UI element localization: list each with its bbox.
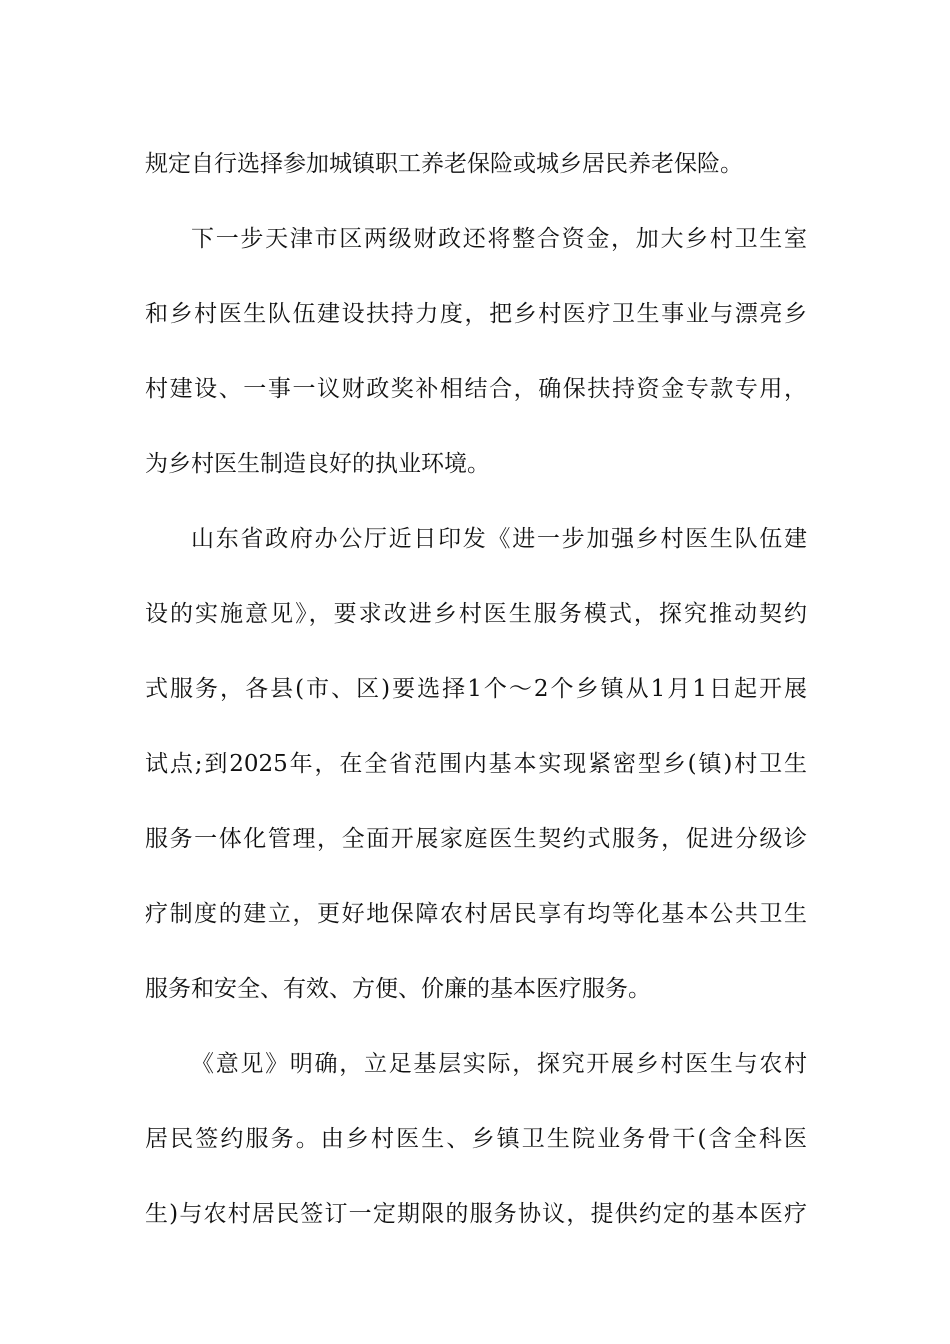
text-line: 疗制度的建立，更好地保障农村居民享有均等化基本公共卫生: [145, 901, 807, 927]
text-line: 规定自行选择参加城镇职工养老保险或城乡居民养老保险。: [145, 151, 743, 177]
text-line: 式服务，各县(市、区)要选择1个～2个乡镇从1月1日起开展: [145, 676, 807, 702]
text-line: 和乡村医生队伍建设扶持力度，把乡村医疗卫生事业与漂亮乡: [145, 301, 807, 327]
text-line: 为乡村医生制造良好的执业环境。: [145, 451, 490, 477]
text-line: 居民签约服务。由乡村医生、乡镇卫生院业务骨干(含全科医: [145, 1126, 807, 1152]
text-line: 服务一体化管理，全面开展家庭医生契约式服务，促进分级诊: [145, 826, 807, 852]
text-line: 设的实施意见》，要求改进乡村医生服务模式，探究推动契约: [145, 601, 807, 627]
text-line: 《意见》明确，立足基层实际，探究开展乡村医生与农村: [191, 1051, 807, 1077]
text-line: 生)与农村居民签订一定期限的服务协议，提供约定的基本医疗: [145, 1201, 807, 1227]
text-line: 山东省政府办公厅近日印发《进一步加强乡村医生队伍建: [191, 526, 807, 552]
text-line: 服务和安全、有效、方便、价廉的基本医疗服务。: [145, 976, 651, 1002]
text-line: 下一步天津市区两级财政还将整合资金，加大乡村卫生室: [191, 226, 807, 252]
text-line: 试点;到2025年，在全省范围内基本实现紧密型乡(镇)村卫生: [145, 751, 807, 777]
text-line: 村建设、一事一议财政奖补相结合，确保扶持资金专款专用，: [145, 376, 807, 402]
document-body: [145, 127, 807, 1252]
